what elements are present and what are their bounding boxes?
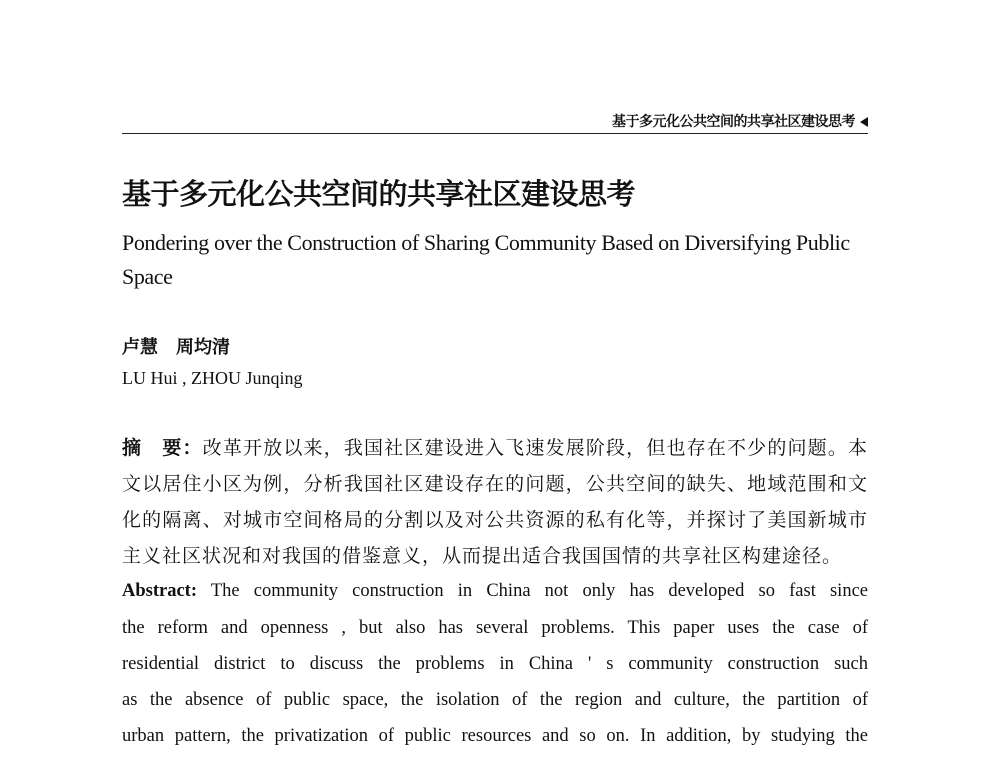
abstract-cn-label: 摘 要： [122, 437, 203, 459]
abstract-cn-text: 改革开放以来，我国社区建设进入飞速发展阶段，但也存在不少的问题。本 [202, 437, 868, 459]
abstract-en-line: as the absence of public space, the isolation of the region and culture, the partition of [122, 690, 868, 710]
abstract-cn-line: 文以居住小区为例，分析我国社区建设存在的问题，公共空间的缺失、地域范围和文 [122, 473, 868, 495]
abstract-en-label: Abstract: [122, 581, 198, 601]
abstract-cn-line: 化的隔离、对城市空间格局的分割以及对公共资源的私有化等，并探讨了美国新城市 [122, 509, 868, 531]
title-english: Pondering over the Construction of Sharing Community Based on Diversifying Public Space [122, 230, 850, 289]
abstract-cn-line [122, 433, 868, 460]
running-header-text: 基于多元化公共空间的共享社区建设思考 [612, 114, 855, 130]
abstract-en-line: residential district to discuss the problems in China ' s community construction such [122, 654, 868, 674]
authors-english: LU Hui , ZHOU Junqing [122, 368, 303, 388]
abstract-en-line: the reform and openness , but also has several problems. This paper uses the case of [122, 618, 868, 638]
abstract-en-line: urban pattern, the privatization of public resources and so on. In addition, by studying the [122, 726, 868, 746]
abstract-cn-line: 主义社区状况和对我国的借鉴意义，从而提出适合我国国情的共享社区构建途径。 [122, 545, 843, 567]
triangle-marker-icon [860, 117, 868, 127]
header-rule [122, 133, 868, 134]
authors-chinese: 卢慧 周均清 [122, 337, 230, 358]
abstract-en-text: The community construction in China not only has developed so fast since [210, 581, 868, 601]
abstract-en-line [122, 581, 868, 602]
running-header [122, 111, 868, 131]
title-chinese: 基于多元化公共空间的共享社区建设思考 [122, 177, 636, 211]
